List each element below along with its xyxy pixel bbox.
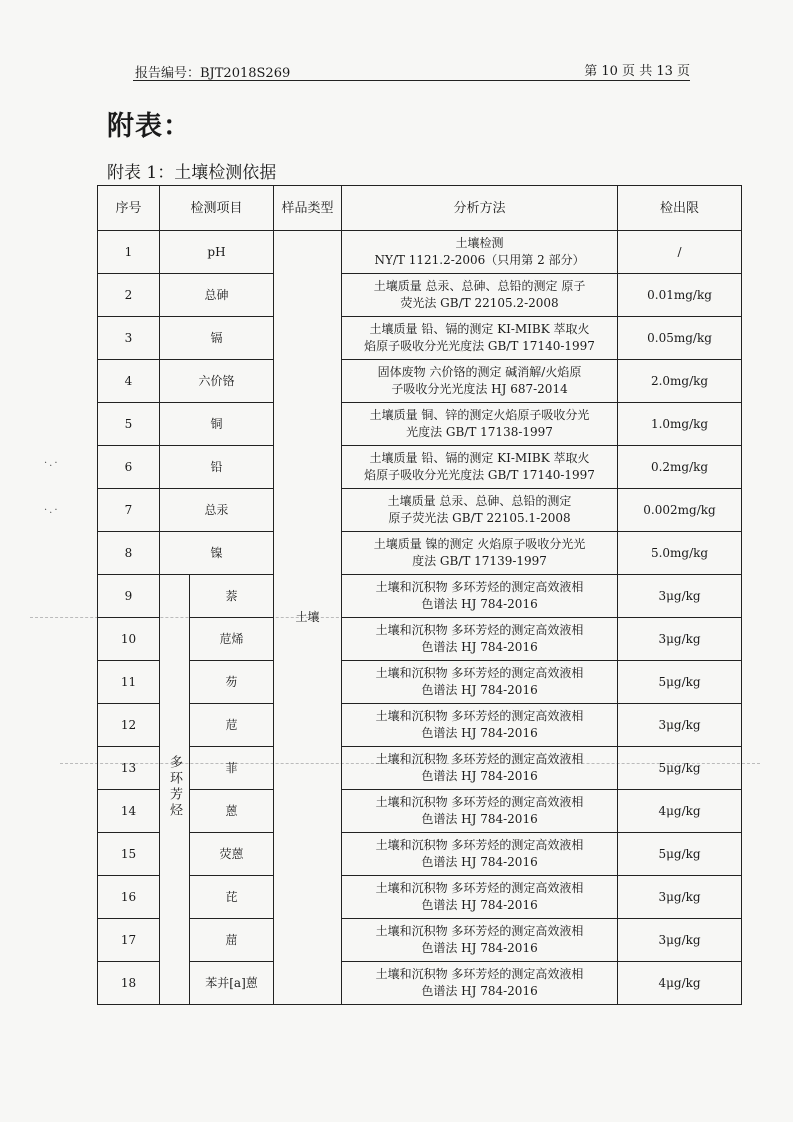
method-line: 土壤和沉积物 多环芳烃的测定高效液相 [375, 623, 584, 637]
test-item: 䓛 [190, 919, 274, 962]
detection-limit: 3μg/kg [618, 704, 742, 747]
page-title: 附表： [107, 111, 191, 142]
row-number: 16 [98, 876, 160, 919]
method-line: 色谱法 HJ 784-2016 [421, 597, 538, 611]
row-number: 9 [98, 575, 160, 618]
method-line: 土壤和沉积物 多环芳烃的测定高效液相 [375, 752, 584, 766]
table-row [98, 489, 742, 532]
detection-limit: 5μg/kg [618, 747, 742, 790]
table-caption: 附表 1：土壤检测依据 [107, 163, 277, 183]
method-line: 焰原子吸收分光光度法 GB/T 17140-1997 [364, 339, 595, 353]
analysis-method [342, 446, 618, 489]
table-row [98, 790, 742, 833]
analysis-method [342, 661, 618, 704]
detection-limit: / [618, 231, 742, 274]
test-item: 苊 [190, 704, 274, 747]
scan-mark: ·.· [44, 458, 60, 469]
test-item: pH [160, 231, 274, 274]
method-line: 土壤和沉积物 多环芳烃的测定高效液相 [375, 666, 584, 680]
report-number: 报告编号：BJT2018S269 [135, 66, 291, 81]
method-line: 色谱法 HJ 784-2016 [421, 683, 538, 697]
table-row [98, 876, 742, 919]
method-line: 土壤和沉积物 多环芳烃的测定高效液相 [375, 709, 584, 723]
detection-limit: 0.01mg/kg [618, 274, 742, 317]
header-sample-type: 样品类型 [274, 186, 342, 231]
table-row [98, 403, 742, 446]
analysis-method [342, 274, 618, 317]
method-line: 焰原子吸收分光光度法 GB/T 17140-1997 [364, 468, 595, 482]
analysis-method [342, 962, 618, 1005]
row-number: 14 [98, 790, 160, 833]
analysis-method [342, 833, 618, 876]
detection-limit: 5μg/kg [618, 661, 742, 704]
method-line: 土壤质量 铅、镉的测定 KI-MIBK 萃取火 [369, 322, 590, 336]
method-line: 原子荧光法 GB/T 22105.1-2008 [388, 511, 571, 525]
row-number: 17 [98, 919, 160, 962]
sample-type: 土壤 [274, 231, 342, 1005]
detection-limit: 4μg/kg [618, 962, 742, 1005]
test-item: 萘 [190, 575, 274, 618]
header-item: 检测项目 [160, 186, 274, 231]
analysis-method [342, 575, 618, 618]
method-line: 子吸收分光光度法 HJ 687-2014 [391, 382, 568, 396]
detection-limit: 3μg/kg [618, 919, 742, 962]
method-line: 色谱法 HJ 784-2016 [421, 855, 538, 869]
method-line: 土壤质量 总汞、总砷、总铅的测定 [387, 494, 572, 508]
table-row [98, 747, 742, 790]
test-item: 镉 [160, 317, 274, 360]
test-item: 总砷 [160, 274, 274, 317]
table-row [98, 962, 742, 1005]
page-indicator: 第 10 页 共 13 页 [584, 64, 690, 79]
table-row [98, 532, 742, 575]
analysis-method [342, 231, 618, 274]
row-number: 2 [98, 274, 160, 317]
row-number: 10 [98, 618, 160, 661]
header-no: 序号 [98, 186, 160, 231]
analysis-method [342, 489, 618, 532]
method-line: 土壤和沉积物 多环芳烃的测定高效液相 [375, 838, 584, 852]
method-line: 色谱法 HJ 784-2016 [421, 812, 538, 826]
table-row [98, 274, 742, 317]
method-line: 色谱法 HJ 784-2016 [421, 726, 538, 740]
table-row [98, 317, 742, 360]
test-item: 苊烯 [190, 618, 274, 661]
test-item: 荧蒽 [190, 833, 274, 876]
row-number: 6 [98, 446, 160, 489]
header-method: 分析方法 [342, 186, 618, 231]
method-line: 土壤质量 总汞、总砷、总铅的测定 原子 [373, 279, 586, 293]
row-number: 4 [98, 360, 160, 403]
analysis-method [342, 317, 618, 360]
detection-limit: 3μg/kg [618, 618, 742, 661]
detection-limit: 3μg/kg [618, 575, 742, 618]
test-item: 菲 [190, 747, 274, 790]
method-line: 色谱法 HJ 784-2016 [421, 898, 538, 912]
analysis-method [342, 747, 618, 790]
analysis-method [342, 704, 618, 747]
table-row [98, 618, 742, 661]
analysis-method [342, 876, 618, 919]
row-number: 18 [98, 962, 160, 1005]
detection-limit: 5μg/kg [618, 833, 742, 876]
method-line: 荧光法 GB/T 22105.2-2008 [400, 296, 559, 310]
table-row [98, 704, 742, 747]
table-row [98, 919, 742, 962]
analysis-method [342, 618, 618, 661]
method-line: 色谱法 HJ 784-2016 [421, 640, 538, 654]
soil-test-basis-table [97, 185, 742, 1005]
row-number: 11 [98, 661, 160, 704]
row-number: 1 [98, 231, 160, 274]
test-item: 芘 [190, 876, 274, 919]
test-item: 镍 [160, 532, 274, 575]
row-number: 7 [98, 489, 160, 532]
test-item: 铅 [160, 446, 274, 489]
method-line: NY/T 1121.2-2006（只用第 2 部分） [374, 253, 585, 267]
detection-limit: 3μg/kg [618, 876, 742, 919]
analysis-method [342, 403, 618, 446]
table-row [98, 833, 742, 876]
row-number: 13 [98, 747, 160, 790]
row-number: 8 [98, 532, 160, 575]
method-line: 土壤和沉积物 多环芳烃的测定高效液相 [375, 795, 584, 809]
page-header [133, 58, 690, 81]
table-row [98, 575, 742, 618]
detection-limit: 0.002mg/kg [618, 489, 742, 532]
method-line: 土壤检测 [455, 236, 504, 250]
table-row [98, 360, 742, 403]
analysis-method [342, 919, 618, 962]
detection-limit: 4μg/kg [618, 790, 742, 833]
test-item: 蒽 [190, 790, 274, 833]
row-number: 5 [98, 403, 160, 446]
detection-limit: 0.05mg/kg [618, 317, 742, 360]
method-line: 土壤和沉积物 多环芳烃的测定高效液相 [375, 924, 584, 938]
test-item: 总汞 [160, 489, 274, 532]
analysis-method [342, 360, 618, 403]
method-line: 土壤和沉积物 多环芳烃的测定高效液相 [375, 881, 584, 895]
pah-group-label [160, 575, 190, 1005]
method-line: 土壤质量 镍的测定 火焰原子吸收分光光 [373, 537, 586, 551]
detection-limit: 0.2mg/kg [618, 446, 742, 489]
table-header-row [98, 186, 742, 231]
detection-limit: 5.0mg/kg [618, 532, 742, 575]
table-row [98, 231, 742, 274]
method-line: 度法 GB/T 17139-1997 [412, 554, 547, 568]
detection-limit: 1.0mg/kg [618, 403, 742, 446]
pah-group-text: 多环芳烃 [167, 755, 182, 819]
method-line: 土壤质量 铅、镉的测定 KI-MIBK 萃取火 [369, 451, 590, 465]
scan-mark: ·.· [44, 505, 60, 516]
method-line: 土壤质量 铜、锌的测定火焰原子吸收分光 [369, 408, 590, 422]
test-item: 六价铬 [160, 360, 274, 403]
row-number: 12 [98, 704, 160, 747]
method-line: 色谱法 HJ 784-2016 [421, 941, 538, 955]
method-line: 色谱法 HJ 784-2016 [421, 769, 538, 783]
method-line: 土壤和沉积物 多环芳烃的测定高效液相 [375, 580, 584, 594]
method-line: 固体废物 六价铬的测定 碱消解/火焰原 [377, 365, 582, 379]
method-line: 色谱法 HJ 784-2016 [421, 984, 538, 998]
row-number: 15 [98, 833, 160, 876]
test-item: 芴 [190, 661, 274, 704]
row-number: 3 [98, 317, 160, 360]
analysis-method [342, 532, 618, 575]
method-line: 土壤和沉积物 多环芳烃的测定高效液相 [375, 967, 584, 981]
test-item: 苯并[a]蒽 [190, 962, 274, 1005]
detection-limit: 2.0mg/kg [618, 360, 742, 403]
table-row [98, 661, 742, 704]
test-item: 铜 [160, 403, 274, 446]
header-limit: 检出限 [618, 186, 742, 231]
method-line: 光度法 GB/T 17138-1997 [406, 425, 553, 439]
table-row [98, 446, 742, 489]
analysis-method [342, 790, 618, 833]
